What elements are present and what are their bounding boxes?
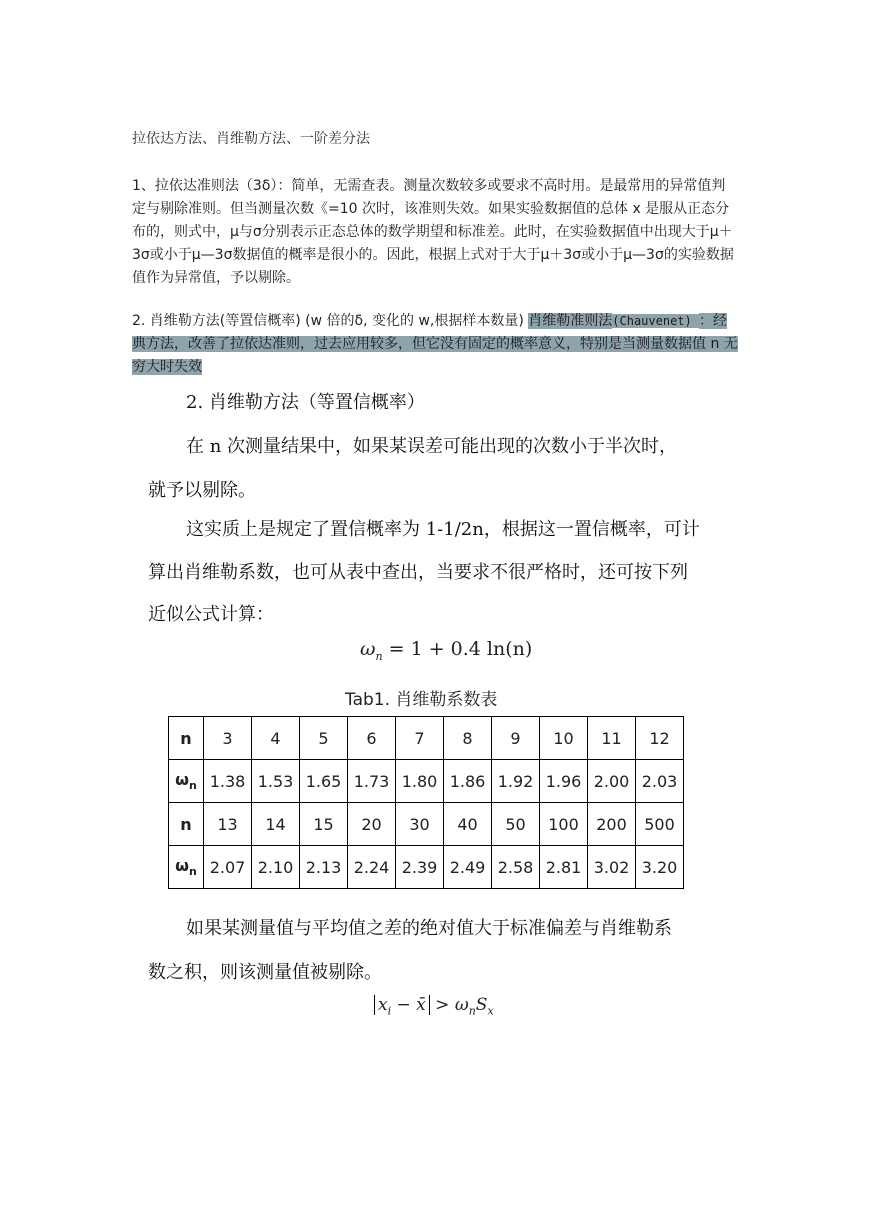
chauvenet-coefficient-table: [168, 716, 684, 889]
row-header-symbol: n: [180, 814, 192, 834]
table-row: [169, 803, 684, 846]
table-cell: 500: [636, 803, 684, 846]
formula-omega-sub: n: [468, 1004, 476, 1018]
table-cell: 1.53: [252, 760, 300, 803]
scanned-text-line-7: 数之积，则该测量值被剔除。: [148, 962, 382, 983]
table-cell: 6: [348, 717, 396, 760]
table-cell: 100: [540, 803, 588, 846]
table-cell: 8: [444, 717, 492, 760]
table-cell: 13: [204, 803, 252, 846]
table-cell: 1.86: [444, 760, 492, 803]
table-cell: 4: [252, 717, 300, 760]
paragraph-chauvenet-summary: [132, 310, 738, 380]
paragraph-chauvenet-plain-text: 2. 肖维勒方法(等置信概率) (w 倍的δ, 变化的 w,根据样本数量): [132, 313, 529, 329]
table-cell: 3: [204, 717, 252, 760]
table-cell: 12: [636, 717, 684, 760]
scanned-text-line-5: 近似公式计算：: [148, 604, 274, 625]
scanned-text-line-1: 在 n 次测量结果中，如果某误差可能出现的次数小于半次时，: [186, 436, 678, 457]
table-cell: 9: [492, 717, 540, 760]
table-row: [169, 717, 684, 760]
section-heading: 拉依达方法、肖维勒方法、一阶差分法: [132, 131, 370, 147]
table-row-header: [169, 717, 204, 760]
table-row: [169, 760, 684, 803]
table-row: [169, 846, 684, 889]
table-cell: 11: [588, 717, 636, 760]
table-cell: 30: [396, 803, 444, 846]
table-cell: 1.92: [492, 760, 540, 803]
table-cell: 2.13: [300, 846, 348, 889]
formula-s-term: S: [475, 995, 488, 1015]
table-cell: 1.38: [204, 760, 252, 803]
row-header-symbol: ω: [175, 855, 190, 875]
highlighted-text-chauvenet-description: ：经典方法，改善了拉依达准则，过去应用较多，但它没有固定的概率意义，特别是当测量数据值 n 无穷大时失效: [132, 313, 738, 375]
formula-x-subscript: i: [387, 1004, 392, 1018]
table-cell: 2.00: [588, 760, 636, 803]
table-cell: 1.80: [396, 760, 444, 803]
table-cell: 20: [348, 803, 396, 846]
table-cell: 2.07: [204, 846, 252, 889]
formula-s-sub: x: [487, 1004, 494, 1018]
scanned-text-line-4: 算出肖维勒系数，也可从表中查出，当要求不很严格时，还可按下列: [148, 562, 688, 583]
table-cell: 50: [492, 803, 540, 846]
table-cell: 7: [396, 717, 444, 760]
formula-mean-term: − x̄: [391, 995, 426, 1015]
table-cell: 5: [300, 717, 348, 760]
formula-omega-subscript: n: [375, 649, 383, 663]
table-row-header: [169, 846, 204, 889]
scanned-section-title: 2. 肖维勒方法（等置信概率）: [186, 392, 425, 413]
row-header-symbol: n: [180, 728, 192, 748]
table-cell: 15: [300, 803, 348, 846]
row-header-subscript: n: [189, 865, 197, 879]
formula-omega-symbol: ω: [360, 638, 376, 660]
table-cell: 1.73: [348, 760, 396, 803]
table-caption: Tab1. 肖维勒系数表: [345, 690, 498, 710]
paragraph-laida-criterion: 1、拉依达准则法（3δ）：简单，无需查表。测量次数较多或要求不高时用。是最常用的异常值判定与剔除准则。但当测量次数《=10 次时，该准则失效。如果实验数据值的总体 x 是服从正态分布的，则式中，μ与σ分别表示正态总体的数学期望和标准差。此时，在实验数据值中出现大于μ＋3σ或小于μ—3σ数据值的概率是很小的。因此，根据上式对于大于μ＋3σ或小于μ—3σ的实验数据值作为异常值，予以剔除。: [132, 178, 734, 286]
row-header-subscript: n: [189, 779, 197, 793]
highlighted-text-chauvenet-name: 肖维勒准则法: [528, 313, 613, 329]
table-cell: 3.20: [636, 846, 684, 889]
table-cell: 2.24: [348, 846, 396, 889]
table-cell: 10: [540, 717, 588, 760]
formula-omega-term: > ω: [429, 995, 469, 1015]
table-cell: 1.96: [540, 760, 588, 803]
formula-rhs: = 1 + 0.4 ln(n): [382, 638, 533, 660]
scanned-text-line-2: 就予以剔除。: [148, 480, 256, 501]
table-cell: 2.58: [492, 846, 540, 889]
table-cell: 2.03: [636, 760, 684, 803]
scanned-text-line-6: 如果某测量值与平均值之差的绝对值大于标准偏差与肖维勒系: [186, 918, 672, 939]
formula-x-symbol: x: [378, 995, 388, 1015]
table-cell: 14: [252, 803, 300, 846]
formula-absolute-value: [374, 995, 430, 1018]
highlighted-text-chauvenet-latin: (Chauvenet): [612, 314, 699, 328]
scanned-text-line-3: 这实质上是规定了置信概率为 1-1/2n，根据这一置信概率，可计: [186, 519, 700, 540]
table-cell: 40: [444, 803, 492, 846]
table-cell: 200: [588, 803, 636, 846]
table-cell: 2.39: [396, 846, 444, 889]
table-row-header: [169, 760, 204, 803]
table-cell: 1.65: [300, 760, 348, 803]
table-cell: 2.49: [444, 846, 492, 889]
table-cell: 2.10: [252, 846, 300, 889]
table-cell: 2.81: [540, 846, 588, 889]
rejection-criterion-formula: [374, 995, 494, 1017]
row-header-symbol: ω: [175, 769, 190, 789]
chauvenet-approximation-formula: [360, 638, 532, 663]
table-cell: 3.02: [588, 846, 636, 889]
table-row-header: [169, 803, 204, 846]
